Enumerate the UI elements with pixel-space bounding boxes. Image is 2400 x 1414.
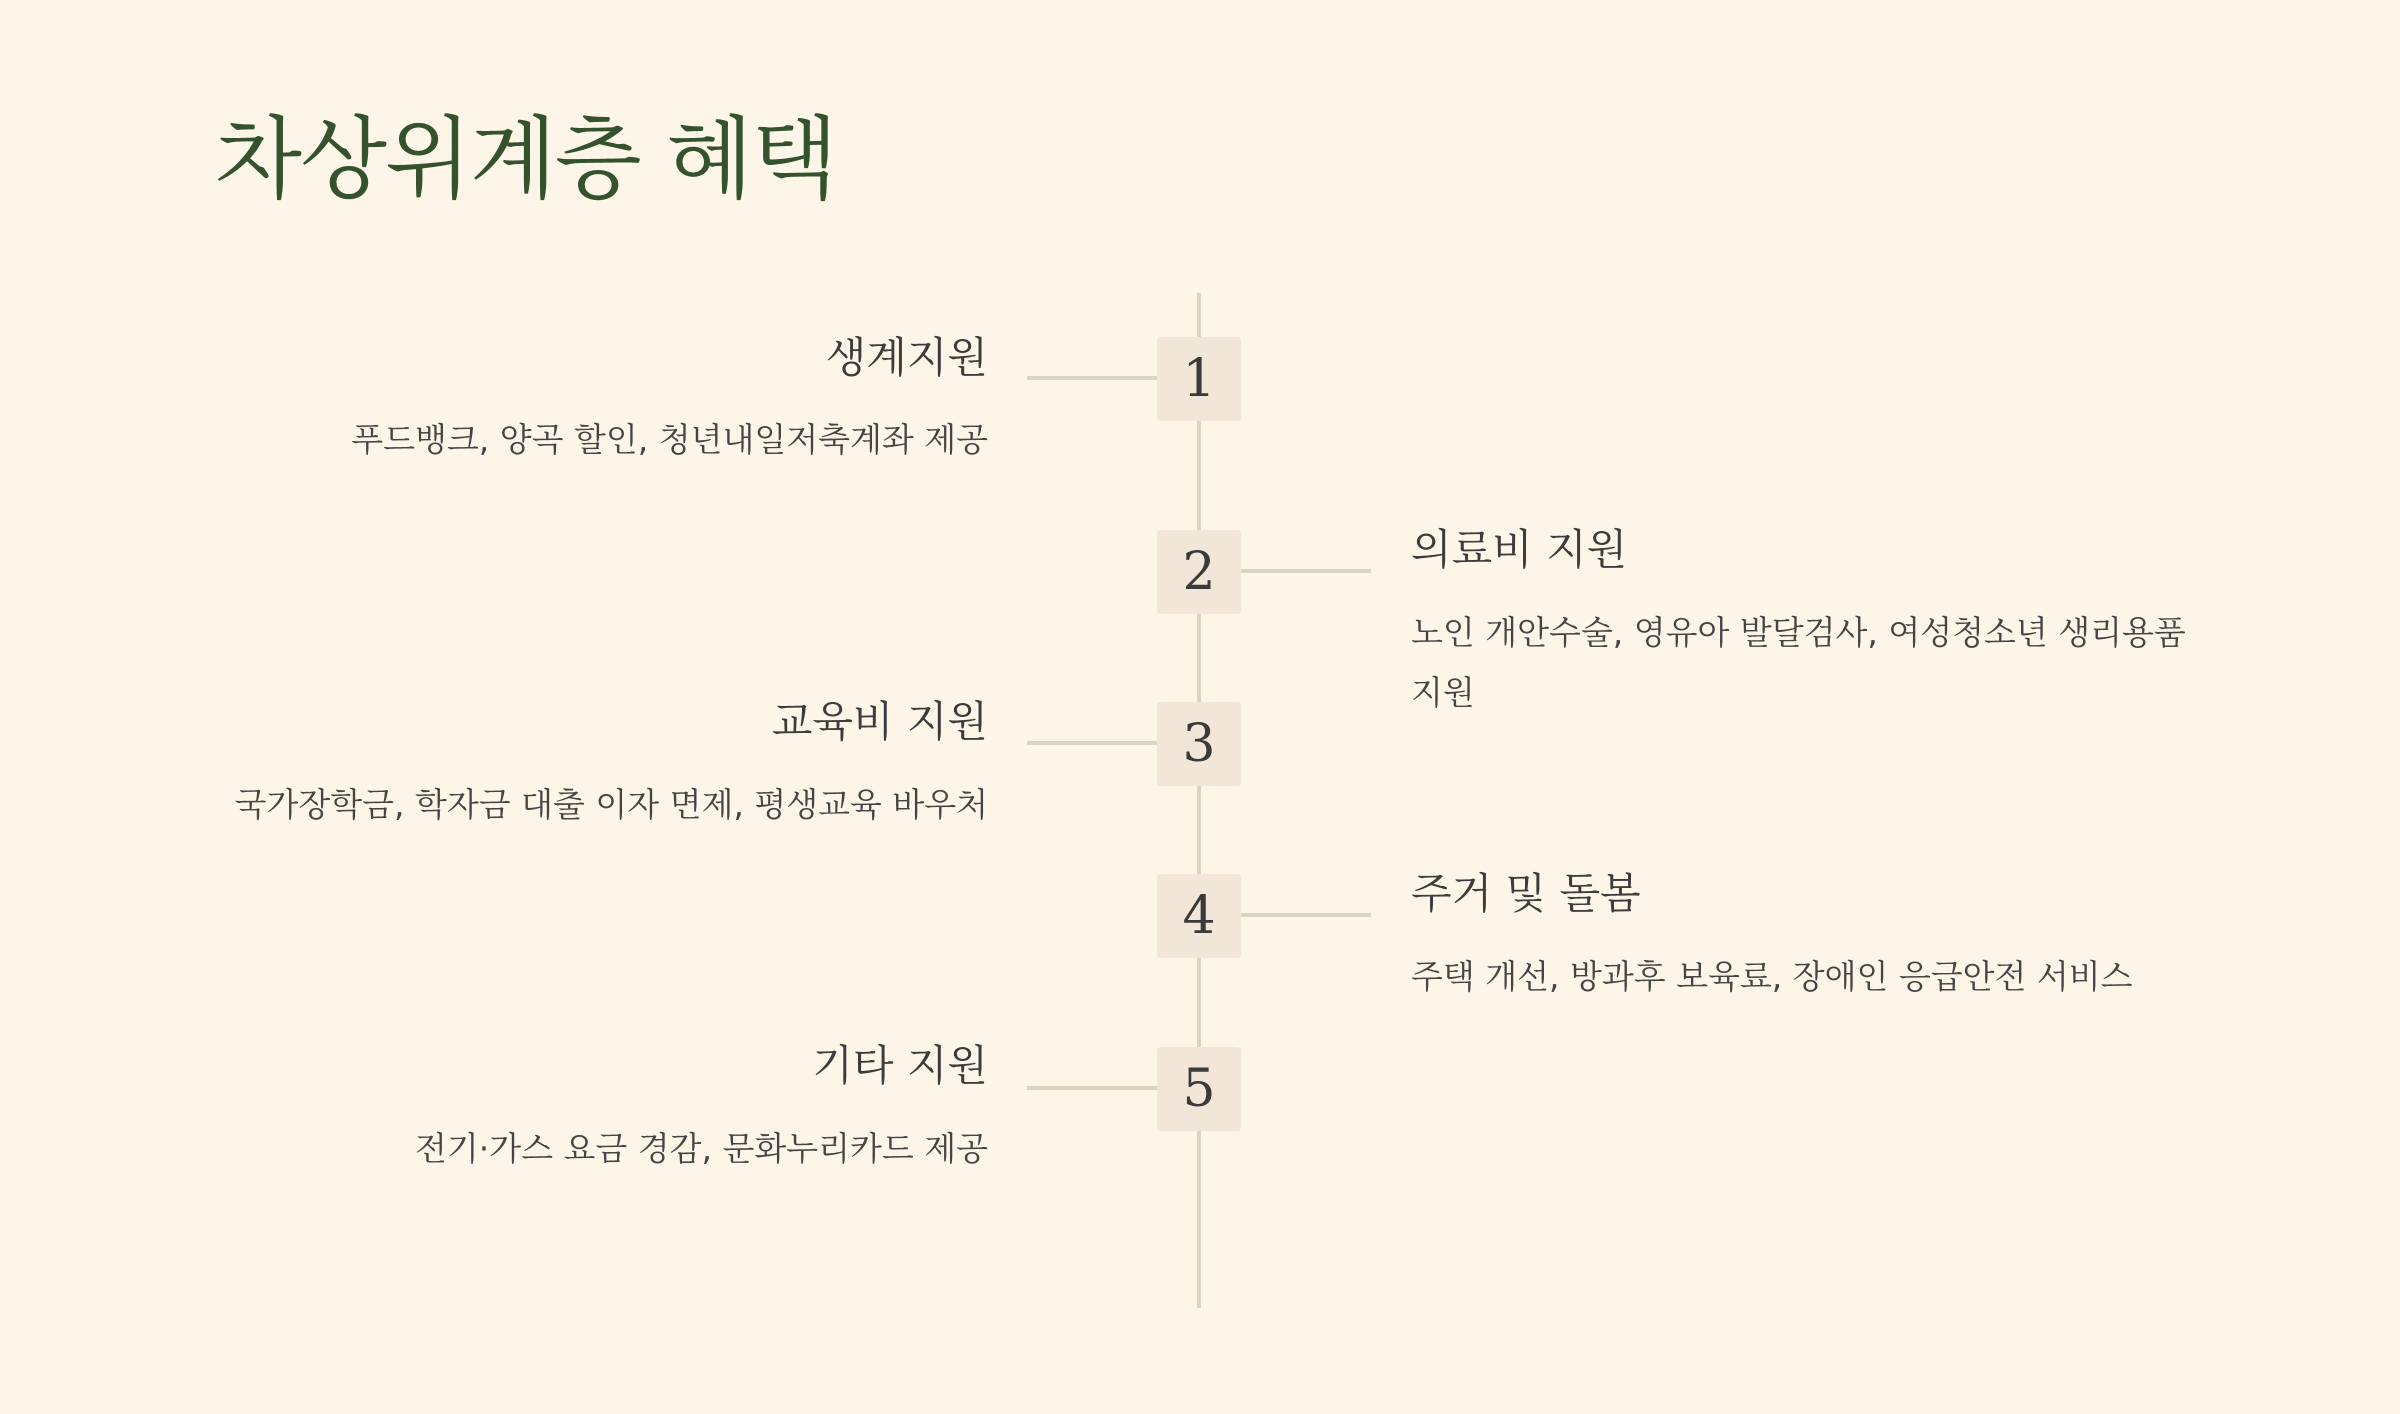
step-number-5: 5 bbox=[1157, 1047, 1241, 1131]
item-title-5: 기타 지원 bbox=[812, 1041, 988, 1090]
page-title: 차상위계층 혜택 bbox=[215, 107, 837, 212]
timeline-line bbox=[1197, 293, 1201, 1308]
item-description-4: 주택 개선, 방과후 보육료, 장애인 응급안전 서비스 bbox=[1411, 957, 2133, 996]
item-title-3: 교육비 지원 bbox=[771, 697, 988, 746]
item-title-4: 주거 및 돌봄 bbox=[1411, 869, 1641, 918]
step-number-4: 4 bbox=[1157, 874, 1241, 958]
connector-2 bbox=[1241, 569, 1371, 573]
step-number-1: 1 bbox=[1157, 337, 1241, 421]
connector-3 bbox=[1027, 741, 1157, 745]
item-description-3: 국가장학금, 학자금 대출 이자 면제, 평생교육 바우처 bbox=[234, 785, 988, 824]
step-number-3: 3 bbox=[1157, 702, 1241, 786]
connector-5 bbox=[1027, 1086, 1157, 1090]
item-description-2: 노인 개안수술, 영유아 발달검사, 여성청소년 생리용품 지원 bbox=[1411, 613, 2186, 712]
item-description-5: 전기·가스 요금 경감, 문화누리카드 제공 bbox=[415, 1129, 988, 1168]
connector-1 bbox=[1027, 376, 1157, 380]
item-title-1: 생계지원 bbox=[825, 333, 988, 382]
item-title-2: 의료비 지원 bbox=[1411, 525, 1628, 574]
item-description-1: 푸드뱅크, 양곡 할인, 청년내일저축계좌 제공 bbox=[351, 420, 988, 459]
connector-4 bbox=[1241, 913, 1371, 917]
step-number-2: 2 bbox=[1157, 530, 1241, 614]
